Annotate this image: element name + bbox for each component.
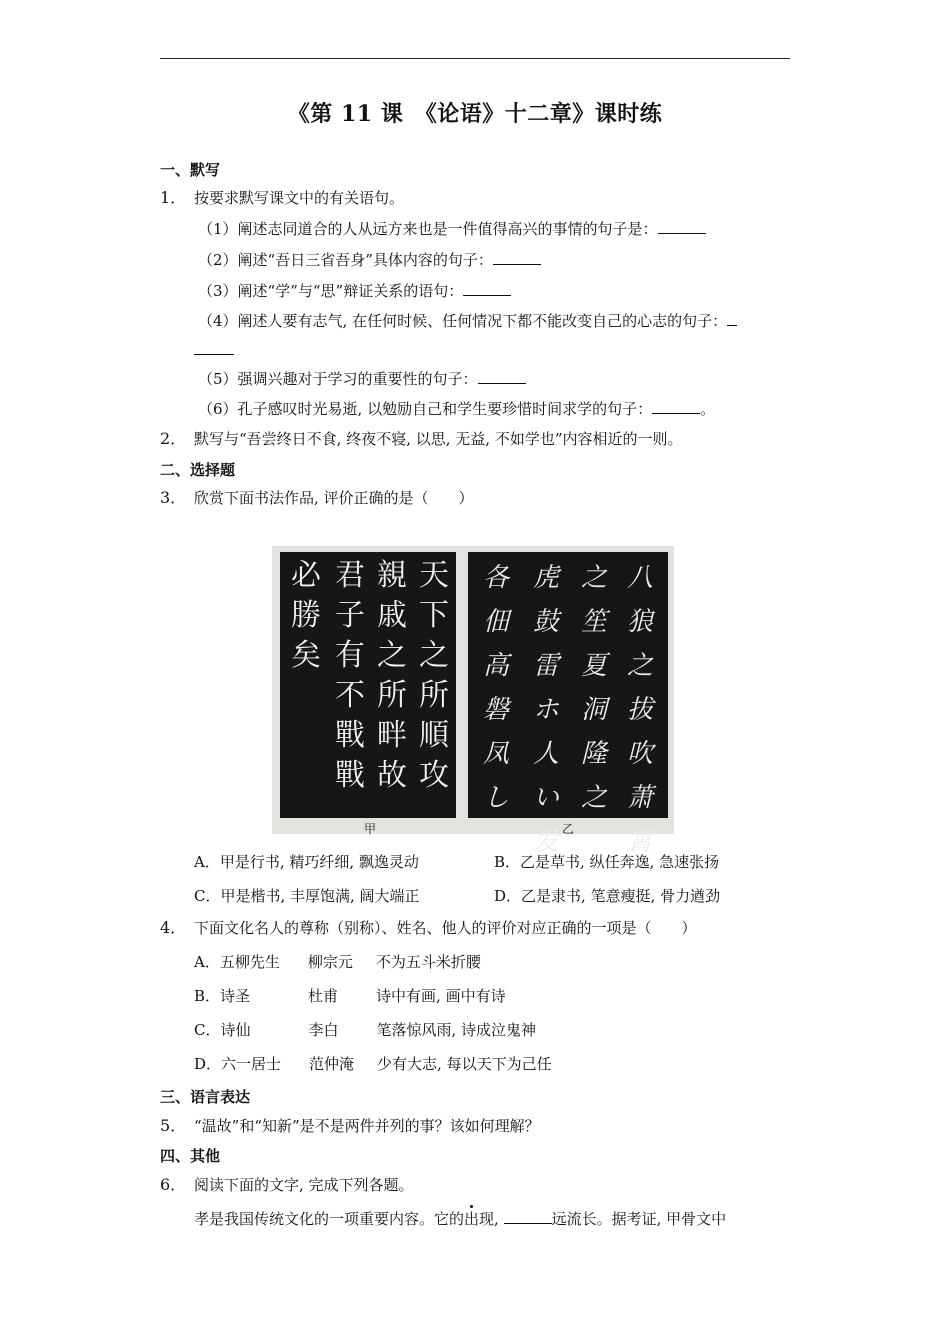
page-title: 《第 11 课 《论语》十二章》课时练 [287,101,663,127]
sub-question: （6）孔子感叹时光易逝, 以勉励自己和学生要珍惜时间求学的句子： 。 [198,400,716,418]
answer-blank[interactable] [652,399,700,414]
question-stem: 阅读下面的文字, 完成下列各题。 [194,1176,414,1194]
question-stem: 下面文化名人的尊称（别称）、姓名、他人的评价对应正确的一项是（ ） [194,919,697,937]
reading-passage: 孝是我国传统文化的一项重要内容。它的出现, 远流长。据考证, 甲骨文中 [194,1210,727,1228]
question-stem: 按要求默写课文中的有关语句。 [194,189,405,207]
sub-question: （4）阐述人要有志气, 在任何时候、任何情况下都不能改变自己的心志的句子： [198,311,737,331]
sub-question: （5）强调兴趣对于学习的重要性的句子： [198,369,526,389]
option-a[interactable]: A．五柳先生 柳宗元 不为五斗米折腰 [194,953,481,971]
calligraphy-column: 天 下 之 所 順 攻 [419,558,449,793]
header-rule [160,58,790,59]
answer-blank-continued[interactable] [194,340,234,360]
answer-blank[interactable] [493,250,541,265]
calligraphy-column: 必 勝 矣 [291,558,321,673]
question-number: 3． [160,488,187,507]
section-heading: 四、其他 [160,1147,221,1165]
answer-blank[interactable] [478,369,526,384]
calligraphy-column: 親 戚 之 所 畔 故 [377,558,407,793]
option-b[interactable]: B．诗圣 杜甫 诗中有画, 画中有诗 [194,987,506,1005]
calligraphy-column: 八 狼 之 拔 吹 萧 霄 [626,563,653,857]
calligraphy-column: 君 子 有 不 戰 戰 [335,558,365,793]
sub-question: （2）阐述“吾日三省吾身”具体内容的句子： [198,250,541,270]
calligraphy-column: 各 佃 高 磐 凤 し [482,563,509,813]
option-d[interactable]: D．六一居士 范仲淹 少有大志, 每以天下为己任 [194,1055,552,1073]
option-c[interactable]: C．诗仙 李白 笔落惊风雨, 诗成泣鬼神 [194,1021,537,1039]
calligraphy-yi [468,552,668,857]
option-c[interactable]: C．甲是楷书, 丰厚饱满, 阔大端正 [194,887,420,905]
option-d[interactable]: D．乙是隶书, 笔意瘦挺, 骨力遒劲 [494,887,721,905]
question-stem: 欣赏下面书法作品, 评价正确的是（ ） [194,489,474,507]
calligraphy-column: 之 笙 夏 洞 隆 之 [580,563,607,813]
section-heading: 一、默写 [160,161,221,179]
calligraphy-column: 虎 鼓 雷 ホ 人 い 发 [532,563,559,857]
figure-caption-yi: 乙 [562,822,575,836]
answer-blank[interactable] [727,311,737,326]
question-number: 1． [160,188,187,207]
emphasis-dot-char: 出 [464,1210,480,1228]
figure-caption-jia: 甲 [364,822,377,836]
question-number: 6． [160,1175,187,1194]
sub-question: （1）阐述志同道合的人从远方来也是一件值得高兴的事情的句子是： [198,219,706,239]
section-heading: 二、选择题 [160,461,236,479]
section-heading: 三、语言表达 [160,1088,251,1106]
calligraphy-figure [272,546,674,857]
question-number: 5． [160,1116,187,1135]
answer-blank[interactable] [504,1209,552,1224]
option-a[interactable]: A．甲是行书, 精巧纤细, 飘逸灵动 [194,853,419,871]
sub-question: （3）阐述“学”与“思”辩证关系的语句： [198,281,511,301]
answer-blank[interactable] [463,281,511,296]
calligraphy-jia [280,552,456,818]
question-stem: 默写与“吾尝终日不食, 终夜不寝, 以思, 无益, 不如学也”内容相近的一则。 [194,430,683,448]
question-number: 4． [160,918,187,937]
question-number: 2． [160,429,187,448]
question-stem: “温故”和“知新”是不是两件并列的事？该如何理解？ [194,1117,540,1135]
answer-blank[interactable] [658,219,706,234]
option-b[interactable]: B．乙是草书, 纵任奔逸, 急速张扬 [494,853,720,871]
